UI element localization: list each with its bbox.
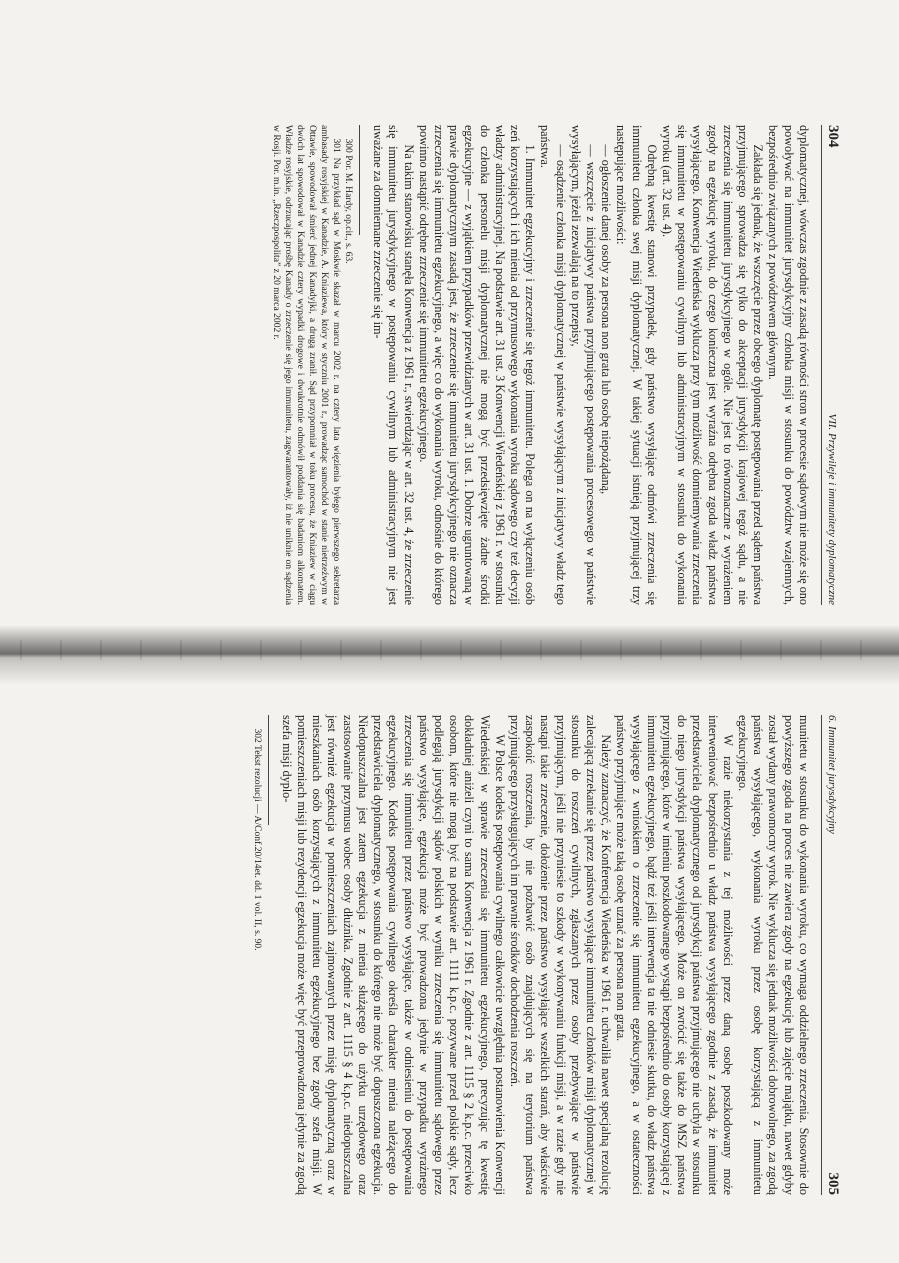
section-paragraph: 1. Immunitet egzekucyjny i zrzeczenie się tegoż immunitetu. Polega on na wyłączeniu osób zeń korzystających i ich mienia od przymusowego wykonania wyroku sądowego czy też decyzji władzy administracyjnej. Na podstawie art. 31 ust. 3 Konwencji Wiedeńskiej z 1961 r. w stosunku do członka personelu misji dyplomatycznej nie mogą być przedsięwzięte żadne środki egzekucyjne — z wyjątkiem przypadków przewidzianych w art. 31 ust. 1. Dobrze ugruntowaną w prawie dyplomatycznym zasadą jest, że zrzeczenie się immunitetu jurysdykcyjnego nie oznacza zrzeczenia się immunitetu egzekucyjnego, a więc co do wykonania wyroku, odnośnie do którego powinno nastąpić odrębne zrzeczenie się immunitetu egzekucyjnego.: [416, 125, 538, 605]
page-header: [821, 125, 840, 605]
paragraph: Na takim stanowisku stanęła Konwencja z 1961 r., stwierdzając w art. 32 ust. 4, że zrzeczenie się immunitetu jurysdykcyjnego w postępowaniu cywilnym lub administracyjnym nie jest uważane za domniemane zrzeczenie się im-: [371, 125, 416, 605]
running-head: VII. Przywileje i immunitety dyplomatyczne: [826, 413, 838, 605]
page-305: [45, 715, 840, 1195]
paragraph: munitetu w stosunku do wykonania wyroku, co wymaga oddzielnego zrzeczenia. Stosownie do powyższego zgoda na proces nie zawiera zgody na egzekucję lub zajęcie majątku, nawet gdyby został wydany prawomocny wyrok. Nie wyklucza się jednak możliwości dobrowolnego, za zgodą państwa wysyłającego, wykonania wyroku przez osobę korzystającą z immunitetu egzekucyjnego.: [735, 715, 811, 1195]
paragraph: Zakłada się jednak, że wszczęcie przez obcego dyplomatę postępowania przed sądem państwa przyjmującego sprowadza się tylko do akceptacji jurysdykcji krajowej tegoż sądu, a nie zrzeczenia się immunitetu jurysdykcyjnego w ogóle. Nie jest to równoznaczne z wyrażeniem zgody na egzekucję wyroku, do czego konieczna jest wyraźna odrębna zgoda władz państwa wysyłającego. Konwencja Wiedeńska wyklucza przy tym możliwość domniemywania zrzeczenia się immunitetu w postępowaniu cywilnym lub administracyjnym w stosunku do wykonania wyroku (art. 32 ust. 4).: [659, 125, 766, 605]
paragraph: W Polsce kodeks postępowania cywilnego całkowicie uwzględnia postanowienia Konwencji Wiedeńskiej w sprawie zrzeczenia się immunitetu egzekucyjnego, precyzując tę kwestię dokładniej aniżeli czyni to sama Konwencja z 1961 r. Zgodnie z art. 1115 § 2 k.p.c. przeciwko osobom, które nie mogą być na podstawie art. 1111 k.p.c. pozywane przed polskie sądy, lecz podlegają jurysdykcji sądów polskich w wyniku zrzeczenia się immunitetu sądowego przez państwo wysyłające, egzekucja może być prowadzona jedynie w przypadku wyrażnego zrzeczenia się immunitetu przez państwo wysyłające, także w odniesieniu do postępowania egzekucyjnego. Kodeks postępowania cywilnego określa charakter mienia należącego do przedstawiciela dyplomatycznego, w stosunku do którego nie może być dopuszczona egzekucja. Niedopuszczalna jest zatem egzekucja z mienia służącego do użytku urzędowego oraz zastosowanie przymusu wobec osoby dłużnika. Zgodnie z art. 1115 § 4 k.p.c. niedopuszczalna jest również egzekucja w pomieszczeniach zajmowanych przez misję dyplomatyczną oraz w mieszkaniach osób korzystających z immunitetu egzekucyjnego bez zgody szefa misji. W pomieszczeniach misji lub rezydencji egzekucja może więc być przeprowadzona jedynie za zgodą szefa misji dyplo-: [279, 715, 507, 1195]
footnote-rule: [268, 715, 269, 825]
list-item: — osądzenie członka misji dyplomatycznej w państwie wysyłającym z inicjatywy władz tego państwa.: [538, 125, 568, 605]
running-head: 6. Immunitet jurysdykcyjny: [826, 715, 838, 834]
paragraph: W razie niekorzystania z tej możliwości przez daną osobę poszkodowany może interweniować bezpośrednio u władz państwa wysyłającego zgodnie z zasadą, że immunitet przedstawiciela dyplomatycznego od jurysdykcji państwa przyjmującego nie uchyla w stosunku do niego jurysdykcji państwa wysyłającego. Może on zwrócić się także do MSZ państwa przyjmującego, które w imieniu poszkodowanego wystąpi bezpośrednio do osoby korzystającej z immunitetu egzekucyjnego, bądź też jeśli interwencja ta nie odniesie skutku, do władz państwa wysyłającego z wnioskiem o zrzeczenie się immunitetu egzekucyjnego, a w ostateczności państwo przyjmujące może taką osobę uznać za persona non grata.: [614, 715, 735, 1195]
footnote: 301 Na przykład sąd w Moskwie skazał w marcu 2002 r. na cztery lata więzienia byłego pierwszego sekretarza ambasady rosyjskiej w Kanadzie, A. Kniaziewa, który w styczniu 2001 r., prowadząc samochód w stanie nietrzeźwym w Ottawie, spowodował śmierć jednej Kanadyjki, a drugą zranił. Sąd przypomniał w toku procesu, że Kniaziew w ciągu dwóch lat spowodował w Kanadzie cztery wypadki drogowe i dwukrotnie odmówił poddania się badaniom alkomatem. Władze rosyjskie, odrzucając prośbę Kanady o zrzeczenie się jego immunitetu, zagwarantowały, iż nie uniknie on sądzenia w Rosji. Por. m.in. „Rzeczpospolita” z 20 marca 2002 r.: [270, 125, 342, 605]
page-number: 305: [825, 1172, 841, 1195]
paragraph: Odrębną kwestię stanowi przypadek, gdy państwo wysyłające odmówi zrzeczenia się immunitetu członka swej misji dyplomatycznej. W takiej sytuacji istnieją przyjmującej trzy następujące możliwości:: [614, 125, 659, 605]
page-header: [821, 715, 840, 1195]
footnote-rule: [359, 125, 360, 235]
paragraph: dyplomatycznej, wówczas zgodnie z zasadą równości stron w procesie sądowym nie może się ono powoływać na immunitet jurysdykcyjny członka misji w stosunku do powództw wzajemnych, bezpośrednio związanych z powództwem głównym.: [766, 125, 811, 605]
page-304: [45, 125, 840, 605]
list-item: — wszczęcie z inicjatywy państwa przyjmującego postępowania procesowego w państwie wysyłającym, jeżeli zezwalają na to przepisy,: [568, 125, 598, 605]
scan-noise: [20, 640, 880, 660]
footnote: 300 Por. M. Hardy, op.cit., s. 63.: [342, 138, 354, 264]
footnote: 302 Tekst rezolucji — A/Conf.20/14et. dd. 1 vol. II, s. 90.: [251, 728, 263, 951]
page-number: 304: [825, 125, 841, 148]
paragraph: Należy zaznaczyć, że Konferencja Wiedeńska w 1961 r. uchwaliła nawet specjalną rezolucję zalecającą zrzekanie się przez państwo wysyłające immunitetu członków misji dyplomatycznej w stosunku do roszczeń cywilnych, zgłaszanych przez osoby przebywające w państwie przyjmującym, jeśli nie przyniesie to szkody w wykonywaniu funkcji misji, a w razie gdy nie nastąpi takie zrzeczenie, dołożenie przez państwo wysyłające wszelkich starań, aby właściwie zaspokoić roszczenia, by nie pozbawić osób znajdujących się na terytorium państwa przyjmującego przysługujących im prawnie środków dochodzenia roszczeń.: [507, 715, 614, 1195]
list-item: — ogłoszenie danej osoby za persona non grata lub osobę niepożądaną,: [599, 144, 614, 495]
